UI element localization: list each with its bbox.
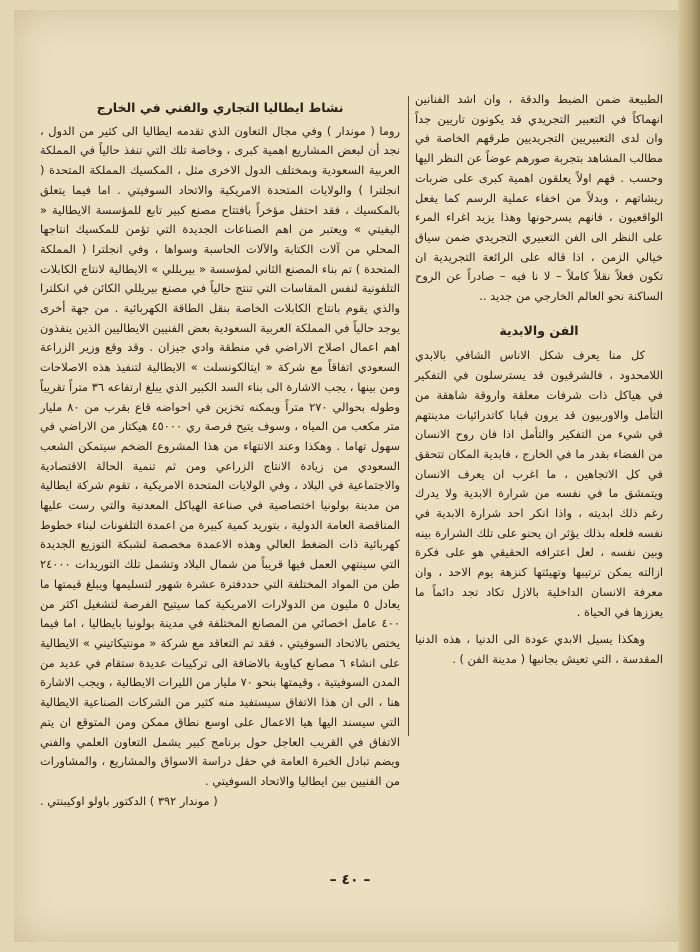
article-source: ( موندار ٣٩٢ ) الدكتور باولو اوكيبنتي . [40, 793, 218, 808]
intro-paragraph: الطبيعة ضمن الضبط والدقة ، وان اشد الفنانين انهماكاً في التعبير التجريدي قد يكونون تاريين جداً وان لدى التعبيريين التجريديين طرقهم الخاصة في مطالب المشاهد بتجربة صورهم عوضاً عن النظر اليها وحسب . فهم اولاً يعلقون اهمية كبرى على ضربات ريشاتهم ، وبدلاً من اخفاء عملية الرسم كما يفعل الواقعيون ، فانهم يسرحونها وهذا يزيد اغراء المرء على النظر الى الفن التعبيري التجريدي ضمن سياق خيالي الزمن ، اذا قاله على الرائعة التجريدية ان تكون فعلاً نقلاً كاملاً – لا نا فيه – صادراً عن الروح الساكنة نحو العالم الخارجي من جديد .. [415, 92, 663, 304]
body-paragraph: وهكذا يسيل الابدي عودة الى الدنيا ، هذه الدنيا المقدسة ، التي تعيش بجانبها ( مدينة الفن ) . [415, 632, 663, 666]
body-paragraph: كل منا يعرف شكل الاناس الشافي بالابدي اللامحدود ، فالشرقيون قد يسترسلون في التفكير في هياكل ذات شرفات معلقة واروقة شاهقة من التأمل والاوربيون قد يرون قبابا كاتدرائيات مدينتهم في شيء من التفكير والتأمل اذا فان روح الانسان من الفضاء بقدر ما في الخارج ، فابدية المكان تتحقق في كل الاتجاهين ، ما اغرب ان يعرف الانسان ويتمشق ما في نفسه من شرارة الابدية ولا يدرك رغم ذلك ابديته ، واذا انكر احد شرارة الابدية في نفسه فلعله بذلك يؤثر ان يحنو على تلك الشرارة بينه وبين نفسه ، لعل اعترافه الحقيقي هو على فكرة ازالته يمكن ترتيبها وتهيئتها كنزهة يوم الاحد ، وان معرفة الانسان الداخلية بالازل تكاد تجد دائماً ما يعززها في الحياة . [415, 348, 663, 619]
page-binding-edge [678, 0, 700, 952]
article-body: روما ( موندار ) وفي مجال التعاون الذي تقدمه ايطاليا الى كثير من الدول ، نجد أن لبعض المشاريع اهمية كبرى ، وخاصة تلك التي تنفذ حالياً في المملكة العربية السعودية وبمختلف الدول الاخرى مثل ، المكسيك المملكة المتحدة ( انجلترا ) والولايات المتحدة الامريكية والاتحاد السوفيتي . اما فيما يتعلق بالمكسيك ، فقد احتفل مؤخراً بافتتاح مصنع كبير تابع للمؤسسة الايطالية « اليفيتي » ويعتبر من اهم الصناعات الجديدة التي تؤمن للمكسيك انتاجها المحلي من آلات الكتابة والآلات الحاسبة وسواها ، وفي انجلترا ( المملكة المتحدة ) تم بناء المصنع الثاني لمؤسسة « بيريللي » الايطالية لانتاج الكابلات التلفونية لنفس المقاسات التي تنتج حالياً في مصنع بيريللي الكائن في انكلترا والذي يقوم بانتاج الكابلات الخاصة بنقل الطاقة الكهربائية . من جهة أخرى يوجد حالياً في المملكة العربية السعودية بعض الفنيين الايطاليين الذين ينفذون اهم اعمال اصلاح الاراضي في منطقة وادي جيزان . وقد وقع وزير الزراعة السعودي اتفاقاً مع شركة « ايتالكونسلت » الايطالية لتنفيذ هذه الاصلاحات ومن بينها ، يجب الاشارة الى بناء السد الكبير الذي يبلغ ارتفاعه ٣٦ متراً تقريباً وطوله بحوالي ٢٧٠ متراً ويمكنه تخزين في احواضه قاع بقرب من ٨٠ مليار متر مكعب من المياه ، وسوف يتيح فرصة ري ٤٥٠٠٠ هيكتار من الاراضي في سهول تهاما . وهكذا وعند الانتهاء من هذا المشروع الضخم سيتمكن الشعب السعودي من زيادة الانتاج الزراعي ومن ثم تنمية الحالة الاقتصادية والاجتماعية في البلاد ، وفي الولايات المتحدة الامريكية ، تقوم شركة ايطالية من مدينة بولونيا اختصاصية في صناعة الهياكل المعدنية والتي رست عليها المناقصة العامة الدولية ، بتوريد كمية كبيرة من اعمدة التلفونات لبناء خطوط كهربائية ذات الضغط العالي وهذه الاعمدة مخصصة لشبكة التوزيع الجديدة التي سينتهي العمل فيها قريباً من شمال البلاد وتشمل تلك التوريدات ٢٤٠٠٠ طن من المواد المختلفة التي حددفترة عشرة شهور لتسليمها ويبلغ قيمتها ما يعادل ٥ مليون من الدولارات الامريكية كما سيتيح الفرصة لتشغيل اكثر من ٤٠٠ عامل اخصائي من المصانع المختلفة في مدينة بولونيا بايطاليا ، اما فيما يختص بالاتحاد السوفيتي ، فقد تم التعاقد مع شركة « مونتيكاتيني » الايطالية على انشاء ٦ مصانع كياوية بالاضافة الى تركيبات عديدة ستقام في عديد من المدن السوفيتية ، وقيمتها بنحو ٧٠ مليار من الليرات الايطالية ، ويجب الاشارة هنا ، الى ان هذا الاتفاق سيستفيد منه كثير من الشركات الصناعية الايطالية التي سيسند اليها هيا الاعمال على اوسع نطاق ممكن ومن المتوقع ان يتم الاتفاق في القريب العاجل حول برنامج كبير يشمل التعاون العلمي والفني ويضم تبادل الخبرة العامة في حقل دراسة الاسواق والمشاريع ، والمشاورات من الفنيين بين ايطاليا والاتحاد السوفيتي . [40, 123, 400, 788]
article-title: نشاط ايطاليا التجاري والفني في الخارج [96, 100, 344, 115]
right-column [415, 90, 663, 670]
page-number: – ٤٠ – [329, 872, 371, 888]
column-divider [408, 96, 409, 736]
section-heading-art-eternity: الفن والابدية [499, 322, 579, 338]
left-column [40, 98, 400, 811]
